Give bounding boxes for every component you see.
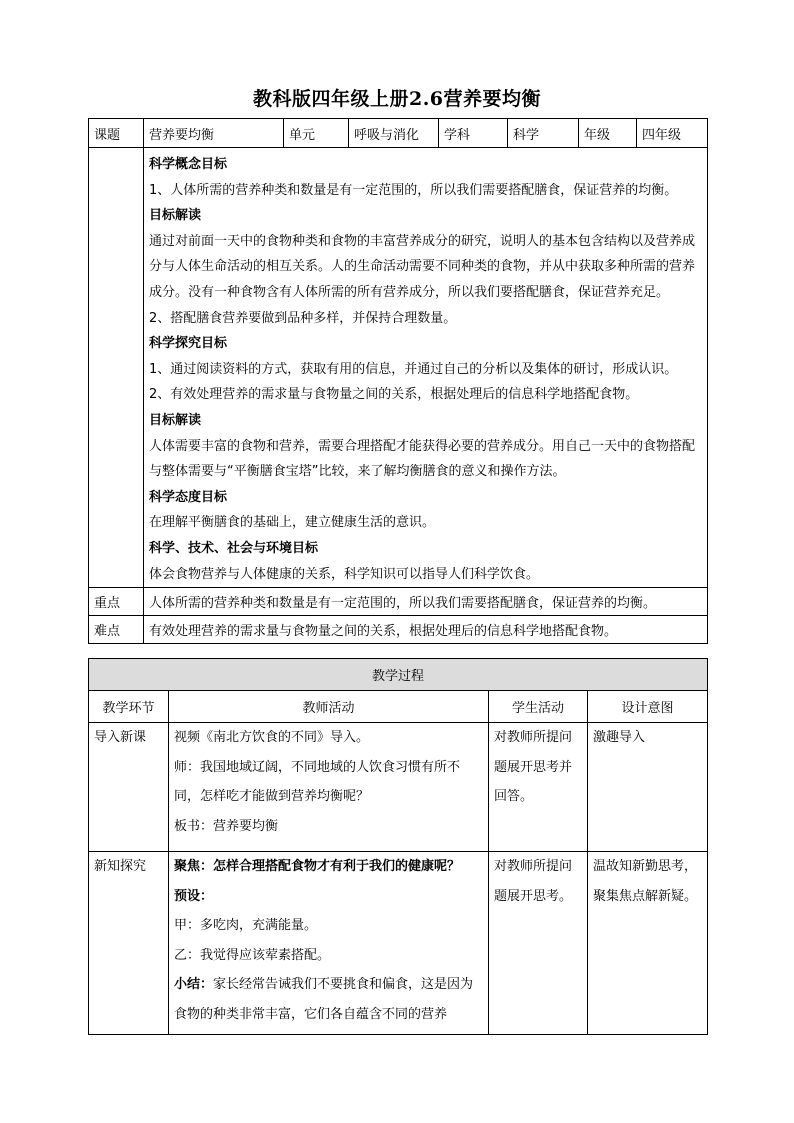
- student-activity-cell: 对教师所提问题展开思考。: [489, 852, 588, 1035]
- student-activity-cell: 对教师所提问题展开思考并回答。: [489, 723, 588, 852]
- stage-cell: 导入新课: [89, 723, 169, 852]
- goals-row: [89, 148, 708, 588]
- subject-value: 科学: [508, 119, 579, 148]
- grade-label: 年级: [579, 119, 637, 148]
- goal-text: 2、有效处理营养的需求量与食物量之间的关系，根据处理后的信息科学地搭配食物。: [149, 387, 639, 403]
- teacher-line: 板书：营养要均衡: [174, 818, 279, 834]
- key-point-row: [89, 588, 708, 616]
- focus-text: 怎样合理搭配食物才有利于我们的健康呢？: [213, 859, 461, 874]
- focus-line: [174, 852, 483, 882]
- key-point-value: 人体所需的营养种类和数量是有一定范围的，所以我们需要搭配膳食，保证营养的均衡。: [144, 588, 708, 616]
- col-header-stage: 教学环节: [89, 691, 169, 723]
- preset-label: 预设：: [174, 888, 214, 904]
- process-title: 教学过程: [89, 659, 708, 691]
- teacher-line: 甲：多吃肉，充满能量。: [174, 918, 318, 933]
- teacher-activity-cell: [169, 852, 489, 1035]
- goal-text: 2、搭配膳食营养要做到品种多样，并保持合理数量。: [149, 310, 457, 326]
- goal-heading-inquiry: 科学探究目标: [149, 336, 228, 352]
- lesson-info-table: [88, 118, 708, 644]
- goal-heading-attitude: 科学态度目标: [149, 489, 228, 505]
- table-row: [89, 723, 708, 852]
- teacher-line: 乙：我觉得应该荤素搭配。: [174, 947, 331, 963]
- goal-text: 人体需要丰富的食物和营养，需要合理搭配才能获得必要的营养成分。用自己一天中的食物搭配与整体需要与“平衡膳食宝塔”比较，来了解均衡膳食的意义和操作方法。: [149, 438, 696, 480]
- goal-text: 在理解平衡膳食的基础上，建立健康生活的意识。: [149, 515, 436, 531]
- teacher-line: 师：我国地域辽阔，不同地域的人饮食习惯有所不同，怎样吃才能做到营养均衡呢？: [174, 759, 461, 804]
- goals-cell: [144, 148, 708, 588]
- subject-label: 学科: [439, 119, 508, 148]
- goal-heading-sts: 科学、技术、社会与环境目标: [149, 540, 319, 556]
- stage-cell: 新知探究: [89, 852, 169, 1035]
- difficulty-value: 有效处理营养的需求量与食物量之间的关系，根据处理后的信息科学地搭配食物。: [144, 616, 708, 644]
- goal-text: 1、通过阅读资料的方式，获取有用的信息，并通过自己的分析以及集体的研讨，形成认识。: [149, 361, 678, 377]
- course-label: 课题: [89, 119, 144, 148]
- summary-line: [174, 970, 483, 1029]
- unit-value: 呼吸与消化: [349, 119, 439, 148]
- goal-text: 1、人体所需的营养种类和数量是有一定范围的，所以我们需要搭配膳食，保证营养的均衡。: [149, 182, 678, 198]
- goal-text: 通过对前面一天中的食物种类和食物的丰富营养成分的研究，说明人的基本包含结构以及营养成分与人体生命活动的相互关系。人的生命活动需要不同种类的食物，并从中获取多种所需的营养成分。没有一种食物含有人体所需的所有营养成分，所以我们要搭配膳食，保证营养充足。: [149, 233, 696, 300]
- design-intent-cell: 激趣导入: [588, 723, 708, 852]
- unit-label: 单元: [284, 119, 349, 148]
- teacher-line: 视频《南北方饮食的不同》导入。: [174, 730, 370, 745]
- goal-heading-interpretation-2: 目标解读: [149, 412, 202, 428]
- difficulty-label: 难点: [89, 616, 144, 644]
- header-row: [89, 119, 708, 148]
- goal-text: 体会食物营养与人体健康的关系，科学知识可以指导人们科学饮食。: [149, 566, 540, 582]
- page-title: 教科版四年级上册2.6营养要均衡: [252, 88, 542, 110]
- col-header-teacher: 教师活动: [169, 691, 489, 723]
- difficulty-row: [89, 616, 708, 644]
- summary-text: 家长经常告诫我们不要挑食和偏食，这是因为食物的种类非常丰富，它们各自蕴含不同的营养: [174, 977, 474, 1022]
- goals-label-cell: [89, 148, 144, 588]
- summary-label: 小结：: [174, 977, 214, 992]
- table-row: [89, 852, 708, 1035]
- design-intent-cell: 温故知新勤思考，聚集焦点解新疑。: [588, 852, 708, 1035]
- goal-heading-interpretation: 目标解读: [149, 208, 202, 224]
- teacher-activity-cell: [169, 723, 489, 852]
- focus-label: 聚焦：: [174, 859, 214, 874]
- col-header-intent: 设计意图: [588, 691, 708, 723]
- process-header-row: [89, 691, 708, 723]
- course-value: 营养要均衡: [144, 119, 284, 148]
- key-point-label: 重点: [89, 588, 144, 616]
- grade-value: 四年级: [637, 119, 708, 148]
- teaching-process-table: [88, 658, 708, 1035]
- goal-heading-concept: 科学概念目标: [149, 157, 228, 172]
- col-header-student: 学生活动: [489, 691, 588, 723]
